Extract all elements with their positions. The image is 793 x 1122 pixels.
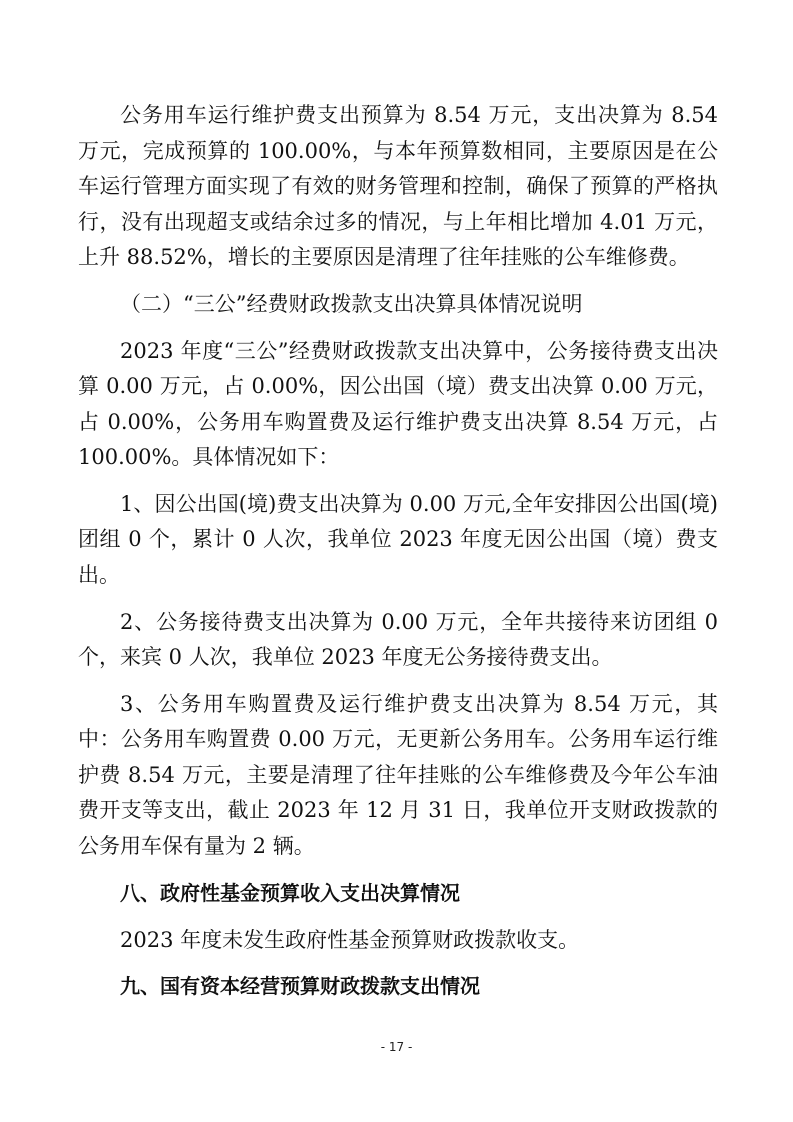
paragraph-overseas-travel: 1、因公出国(境)费支出决算为 0.00 万元,全年安排因公出国(境)团组 0 个，累计 0 人次，我单位 2023 年度无因公出国（境）费支出。: [78, 491, 718, 587]
section-heading-state-capital: 九、国有资本经营预算财政拨款支出情况: [120, 974, 480, 999]
subsection-heading-three-public: （二）“三公”经费财政拨款支出决算具体情况说明: [120, 291, 583, 316]
paragraph-vehicle-purchase: 3、公务用车购置费及运行维护费支出决算为 8.54 万元，其中：公务用车购置费 0.00 万元，无更新公务用车。公务用车运行维护费 8.54 万元，主要是清理了往年挂账的公车维修费及今年公车油费开支等支出，截止 2023 年 12 月 31 日，我单位开支财政拨款的公务用车保有量为 2 辆。: [78, 691, 718, 858]
paragraph-reception: 2、公务接待费支出决算为 0.00 万元，全年共接待来访团组 0 个，来宾 0 人次，我单位 2023 年度无公务接待费支出。: [78, 609, 718, 670]
paragraph-three-public-summary: 2023 年度“三公”经费财政拨款支出决算中，公务接待费支出决算 0.00 万元，占 0.00%，因公出国（境）费支出决算 0.00 万元，占 0.00%，公务用车购置费及运行维护费支出决算 8.54 万元，占 100.00%。具体情况如下：: [78, 338, 718, 470]
section-heading-government-funds: 八、政府性基金预算收入支出决算情况: [120, 880, 460, 905]
document-body: [78, 98, 718, 1016]
paragraph-vehicle-maintenance: 公务用车运行维护费支出预算为 8.54 万元，支出决算为 8.54 万元，完成预算的 100.00%，与本年预算数相同，主要原因是在公车运行管理方面实现了有效的财务管理和控制，确保了预算的严格执行，没有出现超支或结余过多的情况，与上年相比增加 4.01 万元，上升 88.52%，增长的主要原因是清理了往年挂账的公车维修费。: [78, 103, 718, 269]
paragraph-government-funds: 2023 年度未发生政府性基金预算财政拨款收支。: [120, 927, 580, 952]
page-number: - 17 -: [380, 1040, 413, 1054]
